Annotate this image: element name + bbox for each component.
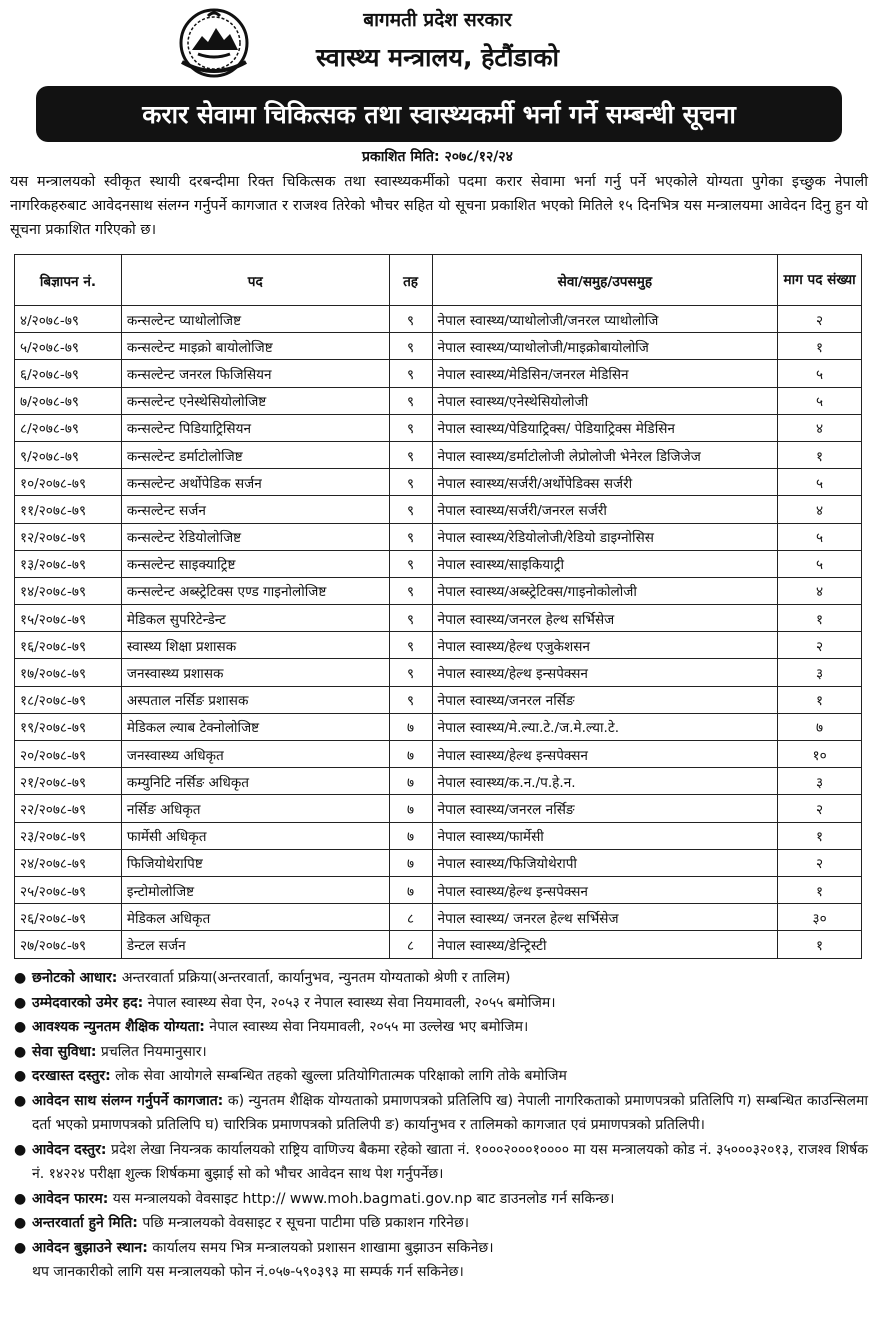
post-cell: कन्सल्टेन्ट प्याथोलोजिष्ट	[121, 306, 389, 333]
table-row	[15, 550, 862, 577]
service-cell: नेपाल स्वास्थ्य/फार्मेसी	[432, 822, 778, 849]
level-cell: ८	[389, 904, 432, 931]
post-cell: स्वास्थ्य शिक्षा प्रशासक	[121, 632, 389, 659]
note-text: कार्यालय समय भित्र मन्त्रालयको प्रशासन शाखामा बुझाउन सकिनेछ।	[147, 1239, 494, 1256]
ad-number-cell: २२/२०७८-७९	[15, 795, 122, 822]
level-cell: ९	[389, 523, 432, 550]
post-cell: कन्सल्टेन्ट जनरल फिजिसियन	[121, 360, 389, 387]
bullet-icon: ●	[14, 1239, 27, 1256]
post-cell: फार्मेसी अधिकृत	[121, 822, 389, 849]
service-cell: नेपाल स्वास्थ्य/फिजियोथेरापी	[432, 849, 778, 876]
ad-number-cell: २५/२०७८-७९	[15, 876, 122, 903]
level-cell: ९	[389, 605, 432, 632]
ad-number-cell: २३/२०७८-७९	[15, 822, 122, 849]
bullet-icon: ●	[14, 1068, 27, 1084]
level-cell: ९	[389, 387, 432, 414]
ad-number-cell: ११/२०७८-७९	[15, 496, 122, 523]
ad-number-cell: २७/२०७८-७९	[15, 931, 122, 958]
note-item	[12, 1211, 868, 1236]
table-row	[15, 605, 862, 632]
count-cell: ५	[778, 550, 862, 577]
count-cell: ३	[778, 659, 862, 686]
post-cell: कन्सल्टेन्ट अब्स्ट्रेटिक्स एण्ड गाइनोलोजिष्ट	[121, 577, 389, 604]
level-cell: ८	[389, 931, 432, 958]
service-cell: नेपाल स्वास्थ्य/प्याथोलोजी/जनरल प्याथोलोजि	[432, 306, 778, 333]
count-cell: १०	[778, 741, 862, 768]
level-cell: ९	[389, 469, 432, 496]
table-row	[15, 496, 862, 523]
table-row	[15, 333, 862, 360]
level-cell: ७	[389, 876, 432, 903]
service-cell: नेपाल स्वास्थ्य/एनेस्थेसियोलोजी	[432, 387, 778, 414]
bullet-icon: ●	[14, 1215, 27, 1231]
table-row	[15, 469, 862, 496]
note-item	[12, 1040, 868, 1065]
post-cell: कम्युनिटि नर्सिङ अधिकृत	[121, 768, 389, 795]
table-row	[15, 441, 862, 468]
count-cell: ५	[778, 469, 862, 496]
count-cell: २	[778, 306, 862, 333]
note-label: अन्तरवार्ता हुने मिति:	[32, 1215, 138, 1231]
note-text: नेपाल स्वास्थ्य सेवा ऐन, २०५३ र नेपाल स्वास्थ्य सेवा नियमावली, २०५५ बमोजिम।	[143, 994, 556, 1011]
level-cell: ९	[389, 333, 432, 360]
level-cell: ७	[389, 849, 432, 876]
post-cell: मेडिकल ल्याब टेक्नोलोजिष्ट	[121, 713, 389, 740]
count-cell: १	[778, 822, 862, 849]
header	[0, 0, 875, 90]
note-item	[12, 1187, 868, 1212]
table-row	[15, 931, 862, 958]
table-row	[15, 849, 862, 876]
table-row	[15, 686, 862, 713]
post-cell: मेडिकल अधिकृत	[121, 904, 389, 931]
post-cell: कन्सल्टेन्ट पिडियाट्रिसियन	[121, 414, 389, 441]
note-label: आवेदन दस्तुर:	[32, 1141, 107, 1158]
table-row	[15, 768, 862, 795]
level-cell: ७	[389, 741, 432, 768]
ad-number-cell: २१/२०७८-७९	[15, 768, 122, 795]
level-cell: ९	[389, 496, 432, 523]
level-cell: ९	[389, 306, 432, 333]
service-cell: नेपाल स्वास्थ्य/जनरल नर्सिङ	[432, 795, 778, 822]
count-cell: ५	[778, 387, 862, 414]
post-cell: कन्सल्टेन्ट एनेस्थेसियोलोजिष्ट	[121, 387, 389, 414]
service-cell: नेपाल स्वास्थ्य/मेडिसिन/जनरल मेडिसिन	[432, 360, 778, 387]
table-row	[15, 306, 862, 333]
count-cell: २	[778, 795, 862, 822]
post-cell: डेन्टल सर्जन	[121, 931, 389, 958]
bullet-icon: ●	[14, 1141, 27, 1158]
ad-number-cell: ५/२०७८-७९	[15, 333, 122, 360]
count-cell: ५	[778, 523, 862, 550]
bullet-icon: ●	[14, 994, 27, 1011]
note-item	[12, 1236, 868, 1261]
ad-number-cell: १३/२०७८-७९	[15, 550, 122, 577]
ad-number-cell: १५/२०७८-७९	[15, 605, 122, 632]
service-cell: नेपाल स्वास्थ्य/हेल्थ एजुकेशसन	[432, 632, 778, 659]
service-cell: नेपाल स्वास्थ्य/मे.ल्या.टे./ज.मे.ल्या.टे.	[432, 713, 778, 740]
level-cell: ९	[389, 550, 432, 577]
intro-paragraph: यस मन्त्रालयको स्वीकृत स्थायी दरबन्दीमा रिक्त चिकित्सक तथा स्वास्थ्यकर्मीको पदमा करार सेवामा भर्ना गर्नु पर्ने भएकोले योग्यता पुगेका इच्छुक नेपाली नागरिकहरुबाट आवेदनसाथ संलग्न गर्नुपर्ने कागजात र राजश्व तिरेको भौचर सहित यो सूचना प्रकाशित भएको मितिले १५ दिनभित्र यस मन्त्रालयमा आवेदन दिनु हुन यो सूचना प्रकाशित गरिएको छ।	[10, 174, 868, 238]
count-cell: ३	[778, 768, 862, 795]
ad-number-cell: ६/२०७८-७९	[15, 360, 122, 387]
ad-number-cell: २४/२०७८-७९	[15, 849, 122, 876]
service-cell: नेपाल स्वास्थ्य/डेन्ट्रिस्टी	[432, 931, 778, 958]
ad-number-cell: १७/२०७८-७९	[15, 659, 122, 686]
table-row	[15, 659, 862, 686]
ad-number-cell: १०/२०७८-७९	[15, 469, 122, 496]
count-cell: १	[778, 686, 862, 713]
note-label: आवेदन बुझाउने स्थान:	[32, 1239, 148, 1256]
service-cell: नेपाल स्वास्थ्य/साइकियाट्री	[432, 550, 778, 577]
ad-number-cell: ४/२०७८-७९	[15, 306, 122, 333]
post-cell: नर्सिङ अधिकृत	[121, 795, 389, 822]
count-cell: १	[778, 605, 862, 632]
post-cell: कन्सल्टेन्ट अर्थोपेडिक सर्जन	[121, 469, 389, 496]
count-cell: १	[778, 441, 862, 468]
ad-number-cell: १२/२०७८-७९	[15, 523, 122, 550]
note-label: दरखास्त दस्तुर:	[32, 1068, 111, 1084]
count-cell: १	[778, 931, 862, 958]
post-cell: कन्सल्टेन्ट रेडियोलोजिष्ट	[121, 523, 389, 550]
service-cell: नेपाल स्वास्थ्य/डर्माटोलोजी लेप्रोलोजी भेनेरल डिजिजेज	[432, 441, 778, 468]
col-service-group: सेवा/समुह/उपसमुह	[432, 255, 778, 306]
col-ad-number: बिज्ञापन नं.	[15, 255, 122, 306]
post-cell: कन्सल्टेन्ट सर्जन	[121, 496, 389, 523]
ad-number-cell: ८/२०७८-७९	[15, 414, 122, 441]
post-cell: कन्सल्टेन्ट डर्माटोलोजिष्ट	[121, 441, 389, 468]
note-item	[12, 966, 868, 991]
post-cell: कन्सल्टेन्ट साइक्याट्रिष्ट	[121, 550, 389, 577]
level-cell: ९	[389, 686, 432, 713]
note-label: छनोटको आधार:	[32, 970, 118, 986]
bullet-icon: ●	[14, 1019, 27, 1035]
ad-number-cell: १९/२०७८-७९	[15, 713, 122, 740]
post-cell: जनस्वास्थ्य अधिकृत	[121, 741, 389, 768]
level-cell: ९	[389, 659, 432, 686]
table-row	[15, 876, 862, 903]
post-cell: फिजियोथेरापिष्ट	[121, 849, 389, 876]
service-cell: नेपाल स्वास्थ्य/हेल्थ इन्सपेक्सन	[432, 876, 778, 903]
table-row	[15, 713, 862, 740]
table-header-row	[15, 255, 862, 306]
service-cell: नेपाल स्वास्थ्य/अब्स्ट्रेटिक्स/गाइनोकोलोजी	[432, 577, 778, 604]
count-cell: ७	[778, 713, 862, 740]
notice-title: करार सेवामा चिकित्सक तथा स्वास्थ्यकर्मी भर्ना गर्ने सम्बन्धी सूचना	[36, 86, 842, 142]
note-item	[12, 991, 868, 1016]
level-cell: ७	[389, 822, 432, 849]
level-cell: ७	[389, 795, 432, 822]
note-label: आवश्यक न्युनतम शैक्षिक योग्यता:	[32, 1019, 205, 1035]
ad-number-cell: १६/२०७८-७९	[15, 632, 122, 659]
level-cell: ९	[389, 414, 432, 441]
table-row	[15, 414, 862, 441]
table-row	[15, 632, 862, 659]
post-cell: मेडिकल सुपरिटेन्डेन्ट	[121, 605, 389, 632]
table-row	[15, 904, 862, 931]
ad-number-cell: १४/२०७८-७९	[15, 577, 122, 604]
contact-footer: थप जानकारीको लागि यस मन्त्रालयको फोन नं.०५७-५९०३९३ मा सम्पर्क गर्न सकिनेछ।	[32, 1264, 464, 1280]
note-item	[12, 1089, 868, 1138]
count-cell: २	[778, 849, 862, 876]
service-cell: नेपाल स्वास्थ्य/सर्जरी/जनरल सर्जरी	[432, 496, 778, 523]
note-text: प्रचलित नियमानुसार।	[96, 1043, 207, 1060]
bullet-icon: ●	[14, 1092, 27, 1109]
table-row	[15, 523, 862, 550]
col-demand-count: माग पद संख्या	[778, 255, 862, 306]
count-cell: १	[778, 876, 862, 903]
table-row	[15, 360, 862, 387]
note-label: उम्मेदवारको उमेर हद:	[32, 994, 144, 1011]
table-row	[15, 795, 862, 822]
government-name: बागमती प्रदेश सरकार	[363, 9, 512, 31]
service-cell: नेपाल स्वास्थ्य/रेडियोलोजी/रेडियो डाइग्नोसिस	[432, 523, 778, 550]
level-cell: ७	[389, 768, 432, 795]
count-cell: ५	[778, 360, 862, 387]
table-row	[15, 741, 862, 768]
count-cell: ४	[778, 496, 862, 523]
count-cell: २	[778, 632, 862, 659]
service-cell: नेपाल स्वास्थ्य/जनरल हेल्थ सर्भिसेज	[432, 605, 778, 632]
service-cell: नेपाल स्वास्थ्य/सर्जरी/अर्थोपेडिक्स सर्जरी	[432, 469, 778, 496]
note-item	[12, 1064, 868, 1089]
bullet-icon: ●	[14, 1190, 27, 1207]
note-label: आवेदन फारम:	[32, 1190, 109, 1207]
service-cell: नेपाल स्वास्थ्य/जनरल नर्सिङ	[432, 686, 778, 713]
ministry-name: स्वास्थ्य मन्त्रालय, हेटौंडाको	[315, 43, 560, 72]
ad-number-cell: १८/२०७८-७९	[15, 686, 122, 713]
col-level: तह	[389, 255, 432, 306]
count-cell: ३०	[778, 904, 862, 931]
level-cell: ७	[389, 713, 432, 740]
col-post: पद	[121, 255, 389, 306]
note-item	[12, 1138, 868, 1187]
note-text: पछि मन्त्रालयको वेवसाइट र सूचना पाटीमा पछि प्रकाशन गरिनेछ।	[137, 1215, 470, 1231]
level-cell: ९	[389, 360, 432, 387]
note-text: अन्तरवार्ता प्रक्रिया(अन्तरवार्ता, कार्यानुभव, न्युनतम योग्यताको श्रेणी र तालिम)	[117, 970, 511, 986]
post-cell: इन्टोमोलोजिष्ट	[121, 876, 389, 903]
note-text: नेपाल स्वास्थ्य सेवा नियमावली, २०५५ मा उल्लेख भए बमोजिम।	[204, 1019, 529, 1035]
ad-number-cell: ७/२०७८-७९	[15, 387, 122, 414]
note-text: क) न्युनतम शैक्षिक योग्यताको प्रमाणपत्रको प्रतिलिपि ख) नेपाली नागरिकताको प्रमाणपत्रको प्रतिलिपि ग) सम्बन्धित काउन्सिलमा दर्ता भएको प्रमाणपत्रको प्रतिलिपि घ) चारित्रिक प्रमाणपत्रको प्रतिलिपी ङ) कार्यानुभव र तालिमको कागजात एवं प्रमाणपत्रको प्रतिलिपी।	[32, 1092, 868, 1133]
service-cell: नेपाल स्वास्थ्य/हेल्थ इन्सपेक्सन	[432, 659, 778, 686]
bullet-icon: ●	[14, 1043, 27, 1060]
table-row	[15, 577, 862, 604]
published-date: प्रकाशित मिति: २०७८/१२/२४	[362, 149, 513, 165]
post-cell: जनस्वास्थ्य प्रशासक	[121, 659, 389, 686]
post-cell: कन्सल्टेन्ट माइक्रो बायोलोजिष्ट	[121, 333, 389, 360]
count-cell: ४	[778, 414, 862, 441]
level-cell: ९	[389, 632, 432, 659]
service-cell: नेपाल स्वास्थ्य/पेडियाट्रिक्स/ पेडियाट्रिक्स मेडिसिन	[432, 414, 778, 441]
table-row	[15, 822, 862, 849]
note-label: आवेदन साथ संलग्न गर्नुपर्ने कागजात:	[32, 1092, 224, 1109]
vacancy-table	[14, 254, 862, 959]
post-cell: अस्पताल नर्सिङ प्रशासक	[121, 686, 389, 713]
bullet-icon: ●	[14, 970, 27, 986]
service-cell: नेपाल स्वास्थ्य/प्याथोलोजी/माइक्रोबायोलोजि	[432, 333, 778, 360]
note-text: यस मन्त्रालयको वेवसाइट http:// www.moh.bagmati.gov.np बाट डाउनलोड गर्न सकिन्छ।	[108, 1190, 615, 1207]
service-cell: नेपाल स्वास्थ्य/हेल्थ इन्सपेक्सन	[432, 741, 778, 768]
count-cell: १	[778, 333, 862, 360]
note-text: प्रदेश लेखा नियन्त्रक कार्यालयको राष्ट्रिय वाणिज्य बैकमा रहेको खाता नं. १०००२०००१०००० मा यस मन्त्रालयको कोड नं. ३५०००३२०१३, राजश्व शिर्षक नं. १४२२४ परीक्षा शुल्क शिर्षकमा बुझाई सो को भौचर आवेदन साथ पेश गर्नुपर्नेछ।	[32, 1141, 868, 1182]
notes-list	[12, 966, 868, 1285]
service-cell: नेपाल स्वास्थ्य/ जनरल हेल्थ सर्भिसेज	[432, 904, 778, 931]
level-cell: ९	[389, 577, 432, 604]
count-cell: ४	[778, 577, 862, 604]
level-cell: ९	[389, 441, 432, 468]
note-text: लोक सेवा आयोगले सम्बन्धित तहको खुल्ला प्रतियोगितात्मक परिक्षाको लागि तोके बमोजिम	[110, 1068, 567, 1084]
service-cell: नेपाल स्वास्थ्य/क.न./प.हे.न.	[432, 768, 778, 795]
ad-number-cell: २६/२०७८-७९	[15, 904, 122, 931]
table-row	[15, 387, 862, 414]
note-item	[12, 1015, 868, 1040]
note-label: सेवा सुविधा:	[32, 1043, 97, 1060]
ad-number-cell: २०/२०७८-७९	[15, 741, 122, 768]
ad-number-cell: ९/२०७८-७९	[15, 441, 122, 468]
